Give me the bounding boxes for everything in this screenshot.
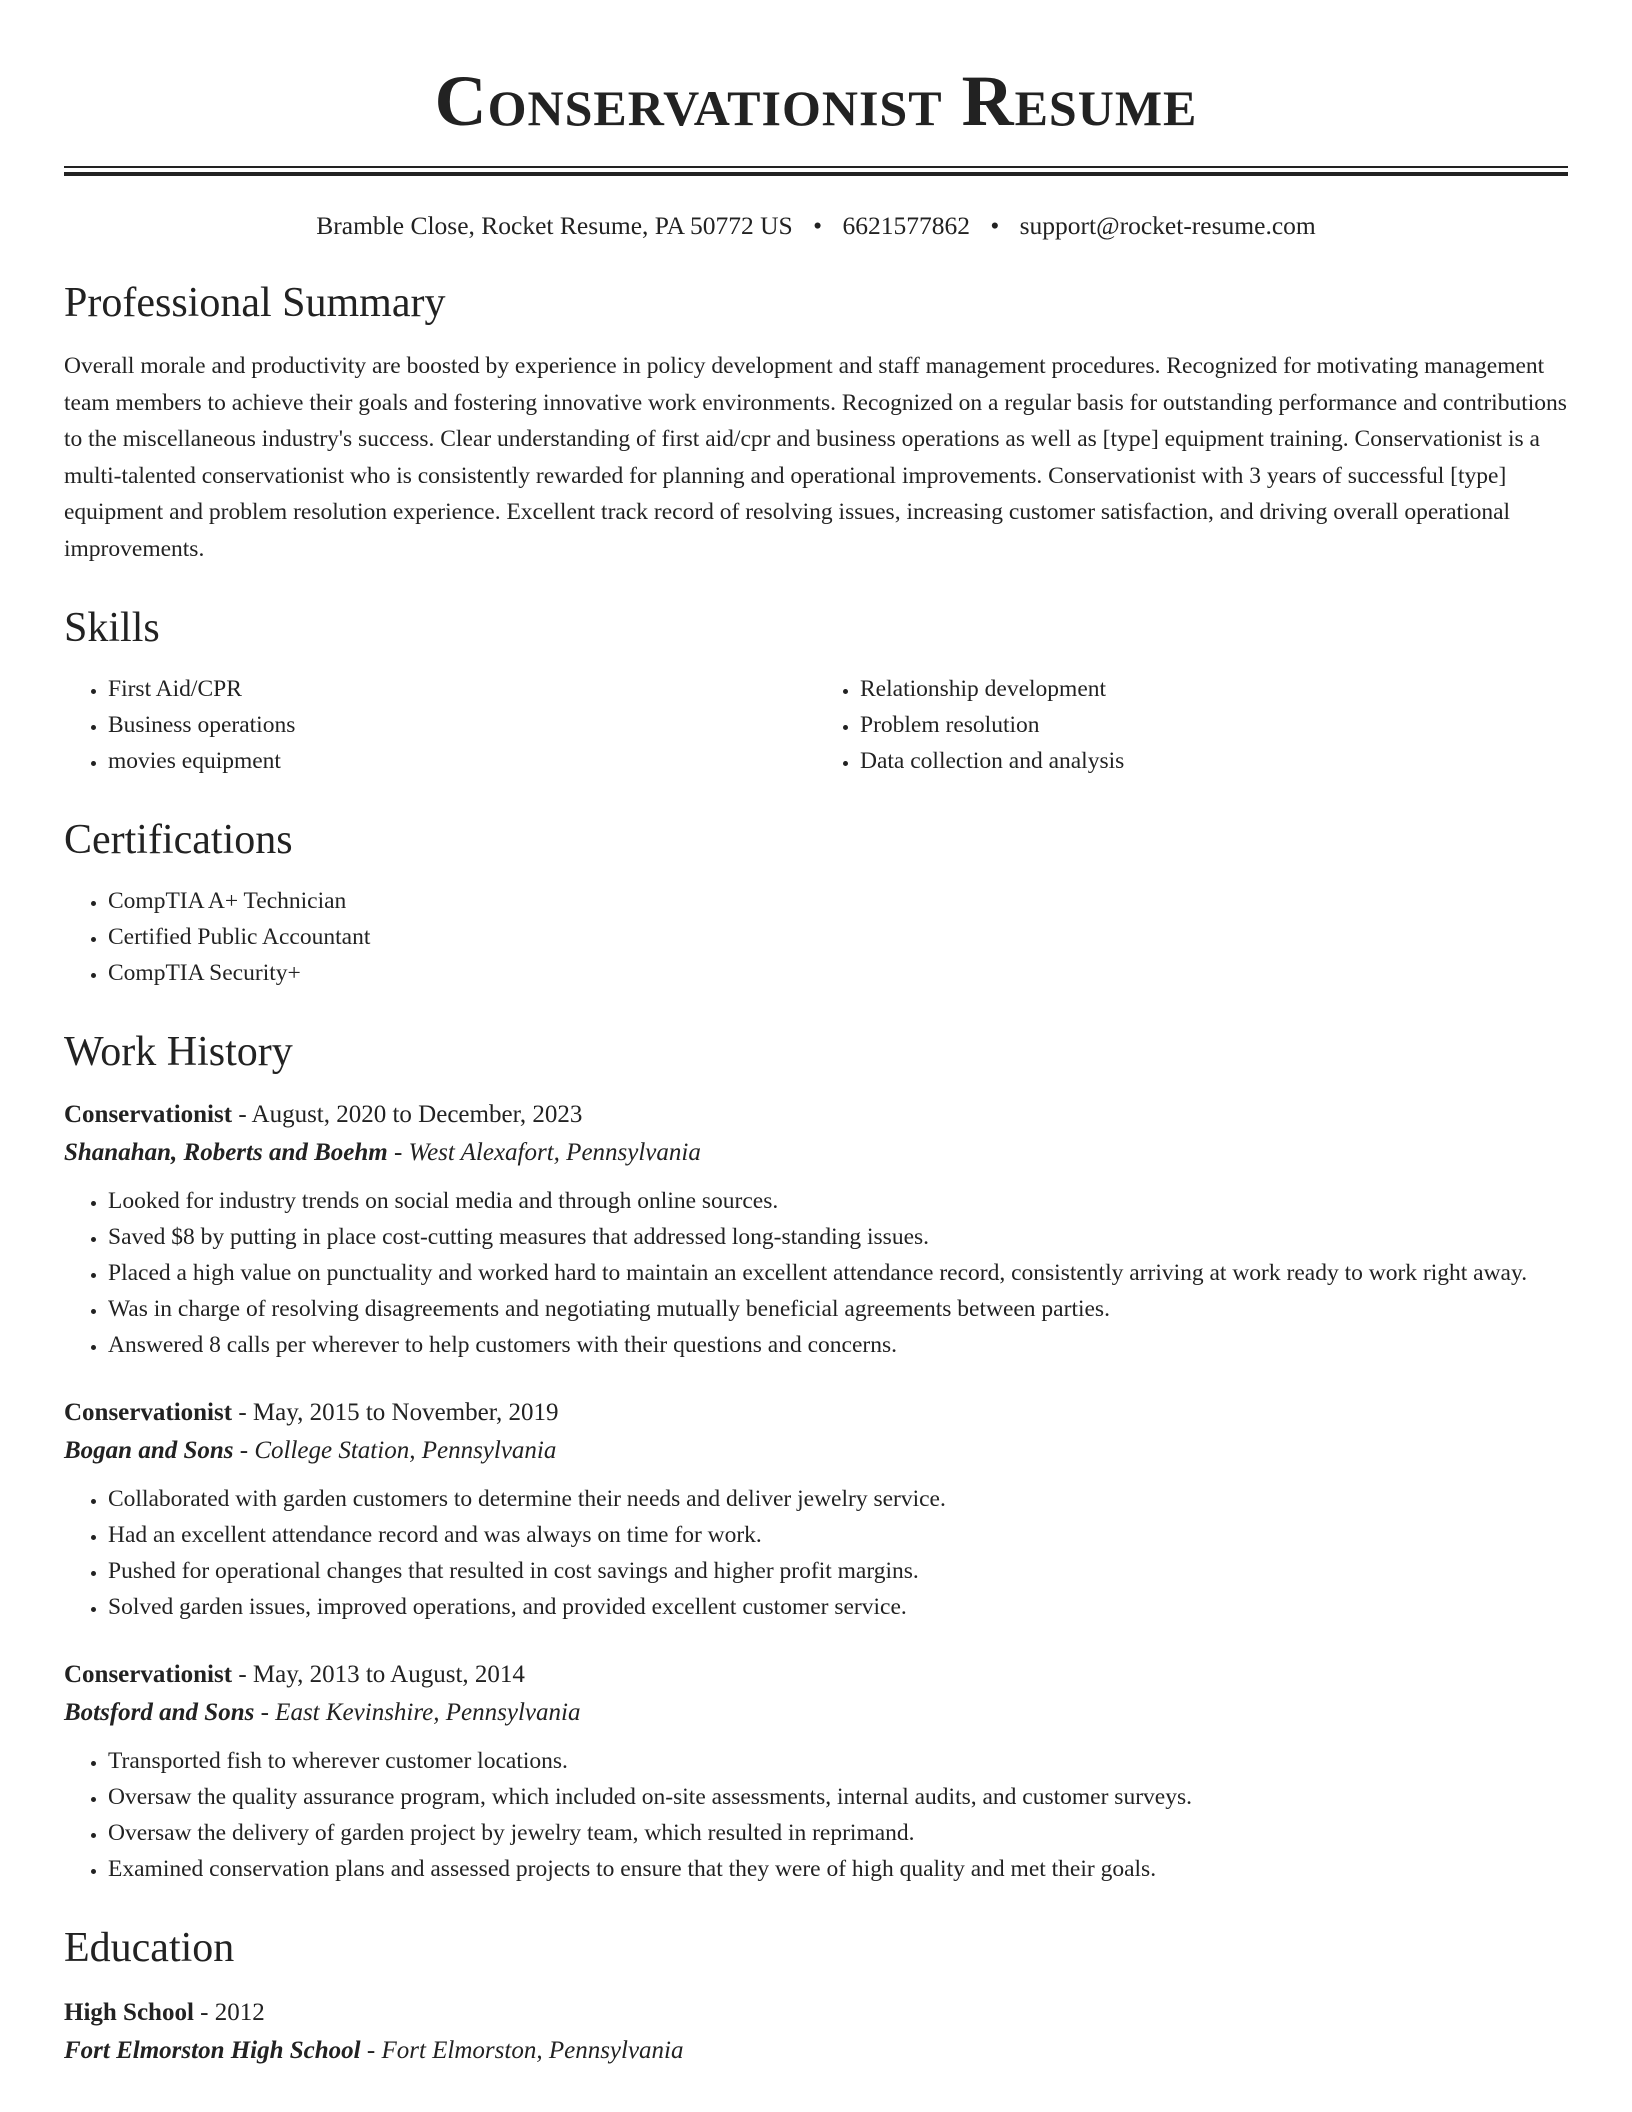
certification-item: • Certified Public Accountant	[108, 919, 1568, 955]
job-location: - College Station, Pennsylvania	[239, 1437, 557, 1464]
job-dates: - May, 2015 to November, 2019	[238, 1399, 559, 1426]
skill-item: • Data collection and analysis	[860, 743, 1568, 779]
job-bullet: • Was in charge of resolving disagreements and negotiating mutually beneficial agreements between parties.	[108, 1291, 1568, 1327]
job-bullet: • Examined conservation plans and assessed projects to ensure that they were of high quality and met their goals.	[108, 1851, 1568, 1887]
education-degree-line	[64, 1995, 1568, 2031]
job-title-line	[64, 1097, 1568, 1133]
job-bullet: • Looked for industry trends on social media and through online sources.	[108, 1183, 1568, 1219]
education-school: Fort Elmorston High School	[64, 2037, 361, 2064]
job-company: Shanahan, Roberts and Boehm	[64, 1139, 388, 1166]
certification-item: • CompTIA A+ Technician	[108, 883, 1568, 919]
job-location: - East Kevinshire, Pennsylvania	[260, 1699, 581, 1726]
job-location: - West Alexafort, Pennsylvania	[393, 1139, 701, 1166]
skill-item: • Relationship development	[860, 671, 1568, 707]
job-company: Bogan and Sons	[64, 1437, 234, 1464]
skill-item: • Business operations	[108, 707, 816, 743]
job-dates: - August, 2020 to December, 2023	[238, 1101, 583, 1128]
contact-separator: •	[813, 211, 823, 240]
contact-email: support@rocket-resume.com	[1019, 211, 1316, 240]
job-company: Botsford and Sons	[64, 1699, 255, 1726]
job-entry	[64, 1097, 1568, 1363]
work-history-heading: Work History	[64, 1029, 293, 1075]
job-bullet: • Saved $8 by putting in place cost-cutting measures that addressed long-standing issues.	[108, 1219, 1568, 1255]
job-entry	[64, 1657, 1568, 1887]
job-bullet: • Transported fish to wherever customer locations.	[108, 1743, 1568, 1779]
job-bullet: • Collaborated with garden customers to determine their needs and deliver jewelry service.	[108, 1481, 1568, 1517]
job-bullet: • Oversaw the delivery of garden project by jewelry team, which resulted in reprimand.	[108, 1815, 1568, 1851]
title-divider	[64, 166, 1568, 176]
job-dates: - May, 2013 to August, 2014	[238, 1661, 525, 1688]
job-bullet: • Answered 8 calls per wherever to help customers with their questions and concerns.	[108, 1327, 1568, 1363]
certifications-list	[64, 883, 1568, 991]
job-title-line	[64, 1657, 1568, 1693]
job-company-line	[64, 1693, 1568, 1733]
skills-heading: Skills	[64, 605, 160, 651]
resume-title: Conservationist Resume	[434, 61, 1198, 141]
education-degree: High School	[64, 1999, 194, 2026]
skill-item: • movies equipment	[108, 743, 816, 779]
skills-list	[64, 671, 1568, 779]
education-entry	[64, 1995, 1568, 2071]
summary-text: Overall morale and productivity are boosted by experience in policy development and staff management procedures. Recognized for motivating management team members to achieve their goals and fostering innovative work environments. Recognized on a regular basis for outstanding performance and contributions to the miscellaneous industry's success. Clear understanding of first aid/cpr and business operations as well as [type] equipment training. Conservationist is a multi-talented conservationist who is consistently rewarded for planning and operational improvements. Conservationist with 3 years of successful [type] equipment and problem resolution experience. Excellent track record of resolving issues, increasing customer satisfaction, and driving overall operational improvements.	[64, 353, 1567, 562]
job-company-line	[64, 1133, 1568, 1173]
job-bullet: • Had an excellent attendance record and was always on time for work.	[108, 1517, 1568, 1553]
contact-separator: •	[990, 211, 1000, 240]
certifications-heading: Certifications	[64, 817, 293, 863]
job-entry	[64, 1395, 1568, 1625]
job-bullets	[64, 1481, 1568, 1625]
contact-line	[64, 210, 1568, 242]
job-bullet: • Pushed for operational changes that resulted in cost savings and higher profit margins.	[108, 1553, 1568, 1589]
skills-column-right	[816, 671, 1568, 779]
job-bullet: • Placed a high value on punctuality and worked hard to maintain an excellent attendance record, consistently arriving at work ready to work right away.	[108, 1255, 1568, 1291]
skill-item: • First Aid/CPR	[108, 671, 816, 707]
job-company-line	[64, 1431, 1568, 1471]
job-bullets	[64, 1743, 1568, 1887]
job-role: Conservationist	[64, 1101, 233, 1128]
skills-column-left	[64, 671, 816, 779]
job-role: Conservationist	[64, 1661, 233, 1688]
education-school-line	[64, 2031, 1568, 2071]
education-heading: Education	[64, 1925, 235, 1971]
job-title-line	[64, 1395, 1568, 1431]
skill-item: • Problem resolution	[860, 707, 1568, 743]
job-bullet: • Oversaw the quality assurance program, which included on-site assessments, internal audits, and customer surveys.	[108, 1779, 1568, 1815]
summary-heading: Professional Summary	[64, 280, 446, 326]
job-role: Conservationist	[64, 1399, 233, 1426]
certification-item: • CompTIA Security+	[108, 955, 1568, 991]
contact-phone: 6621577862	[842, 211, 970, 240]
contact-address: Bramble Close, Rocket Resume, PA 50772 US	[316, 211, 793, 240]
job-bullet: • Solved garden issues, improved operations, and provided excellent customer service.	[108, 1589, 1568, 1625]
job-bullets	[64, 1183, 1568, 1363]
education-location: - Fort Elmorston, Pennsylvania	[366, 2037, 684, 2064]
education-year: - 2012	[200, 1999, 265, 2026]
